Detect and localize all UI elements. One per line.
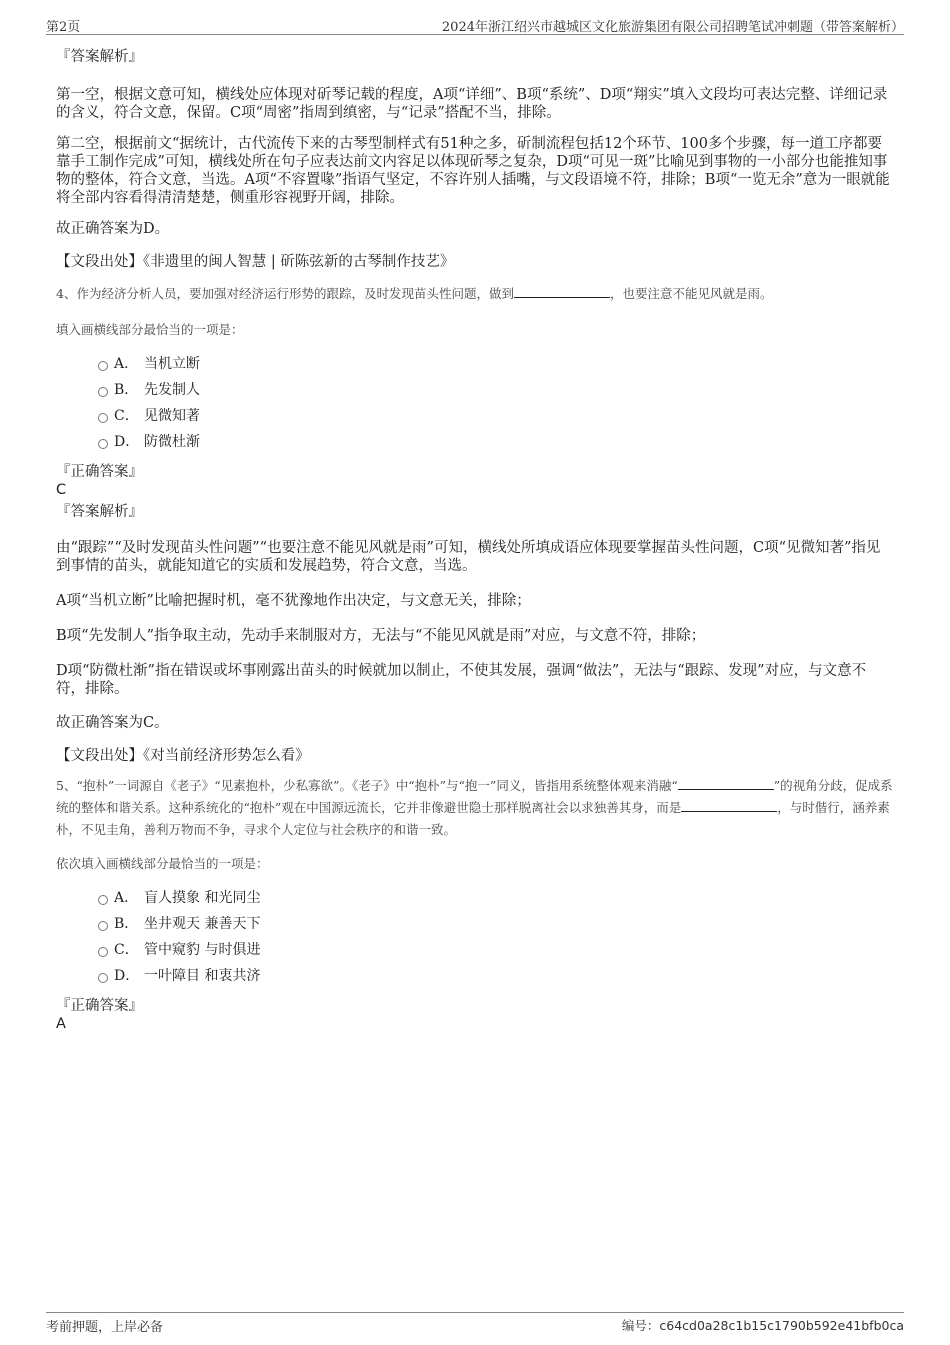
q4-analysis-para1: 由“跟踪”“及时发现苗头性问题”“也要注意不能见风就是雨”可知，横线处所填成语应体现要掌握苗头性问题，C项“见微知著”指见到事情的苗头，就能知道它的实质和发展趋势，符合文意，当选。 — [56, 540, 881, 574]
q4-answer: C — [56, 482, 67, 498]
q4-conclusion: 故正确答案为C。 — [56, 715, 169, 731]
main-content — [56, 44, 894, 1033]
q5-options — [56, 885, 894, 989]
q5-blank-2[interactable] — [681, 799, 777, 812]
q5-option-c[interactable]: C． 管中窥豹 与时俱进 — [56, 937, 894, 963]
q4-analysis-label: 『答案解析』 — [56, 504, 143, 520]
q3-source: 【文段出处】《非遗里的闽人智慧 | 斫陈弦新的古琴制作技艺》 — [56, 254, 455, 270]
q4-stem-after: ，也要注意不能见风就是雨。 — [609, 286, 773, 301]
radio-icon[interactable] — [98, 895, 108, 905]
q4-option-a[interactable]: A． 当机立断 — [56, 351, 894, 377]
q4-options — [56, 351, 894, 455]
q5-answer-label: 『正确答案』 — [56, 998, 143, 1014]
footer-slogan: 考前押题，上岸必备 — [46, 1320, 164, 1335]
page-number: 第2页 — [46, 20, 81, 35]
q5-option-b[interactable]: B． 坐井观天 兼善天下 — [56, 911, 894, 937]
q3-analysis-para1: 第一空，根据文意可知，横线处应体现对斫琴记载的程度，A项“详细”、B项“系统”、D项“翔实”填入文段均可表达完整、详细记录的含义，符合文意，保留。C项“周密”指周到缜密，与“记录”搭配不当，排除。 — [56, 87, 888, 121]
q4-stem — [56, 283, 894, 305]
q4-option-b[interactable]: B． 先发制人 — [56, 377, 894, 403]
radio-icon[interactable] — [98, 973, 108, 983]
q5-stem-part3: ，与时偕行，涵养素朴，不见圭角，善利万物而不争，寻求个人定位与社会秩序的和谐一致。 — [56, 800, 890, 837]
radio-icon[interactable] — [98, 361, 108, 371]
page-header — [46, 14, 904, 35]
radio-icon[interactable] — [98, 921, 108, 931]
q5-stem-part1: 5、“抱朴”一词源自《老子》“见素抱朴，少私寡欲”。《老子》中“抱朴”与“抱一”同义，皆指用系统整体观来消融“ — [56, 778, 678, 793]
q4-analysis-para2: A项“当机立断”比喻把握时机，毫不犹豫地作出决定，与文意无关，排除； — [56, 593, 531, 609]
page-footer — [46, 1312, 904, 1333]
q4-prompt: 填入画横线部分最恰当的一项是： — [56, 322, 244, 337]
q5-stem — [56, 775, 894, 841]
q4-analysis-para3: B项“先发制人”指争取主动，先动手来制服对方，无法与“不能见风就是雨”对应，与文意不符，排除； — [56, 628, 706, 644]
q5-prompt: 依次填入画横线部分最恰当的一项是： — [56, 856, 269, 871]
q5-answer: A — [56, 1016, 66, 1032]
document-title: 2024年浙江绍兴市越城区文化旅游集团有限公司招聘笔试冲刺题（带答案解析） — [441, 20, 904, 35]
q5-option-d[interactable]: D． 一叶障目 和衷共济 — [56, 963, 894, 989]
q4-option-c[interactable]: C． 见微知著 — [56, 403, 894, 429]
q4-source: 【文段出处】《对当前经济形势怎么看》 — [56, 748, 310, 764]
radio-icon[interactable] — [98, 439, 108, 449]
q5-blank-1[interactable] — [678, 777, 774, 790]
q4-stem-before: 4、作为经济分析人员，要加强对经济运行形势的跟踪，及时发现苗头性问题，做到 — [56, 286, 514, 301]
radio-icon[interactable] — [98, 413, 108, 423]
q5-stem-part2: ”的视角分歧，促成系统的整体和谐关系。这种系统化的“抱朴”观在中国源远流长，它并非像避世隐士那样脱离社会以求独善其身，而是 — [56, 778, 893, 815]
radio-icon[interactable] — [98, 947, 108, 957]
q4-answer-label: 『正确答案』 — [56, 464, 143, 480]
q4-option-d[interactable]: D． 防微杜渐 — [56, 429, 894, 455]
q3-analysis-label: 『答案解析』 — [56, 49, 143, 65]
q4-blank[interactable] — [514, 285, 610, 298]
q3-analysis-para2: 第二空，根据前文“据统计，古代流传下来的古琴型制样式有51种之多，斫制流程包括12个环节、100多个步骤，每一道工序都要靠手工制作完成”可知，横线处所在句子应表达前文内容足以体现斫琴之复杂，D项“可见一斑”比喻见到事物的一小部分也能推知事物的整体，符合文意，当选。A项“不容置喙”指语气坚定，不容许别人插嘴，与文段语境不符，排除；B项“一览无余”意为一眼就能将全部内容看得清清楚楚，侧重形容视野开阔，排除。 — [56, 136, 890, 206]
radio-icon[interactable] — [98, 387, 108, 397]
footer-doc-id: 编号：c64cd0a28c1b15c1790b592e41bfb0ca — [621, 1318, 904, 1333]
q4-analysis-para4: D项“防微杜渐”指在错误或坏事刚露出苗头的时候就加以制止，不使其发展，强调“做法”，无法与“跟踪、发现”对应，与文意不符，排除。 — [56, 663, 867, 697]
q5-option-a[interactable]: A． 盲人摸象 和光同尘 — [56, 885, 894, 911]
q3-conclusion: 故正确答案为D。 — [56, 221, 170, 237]
